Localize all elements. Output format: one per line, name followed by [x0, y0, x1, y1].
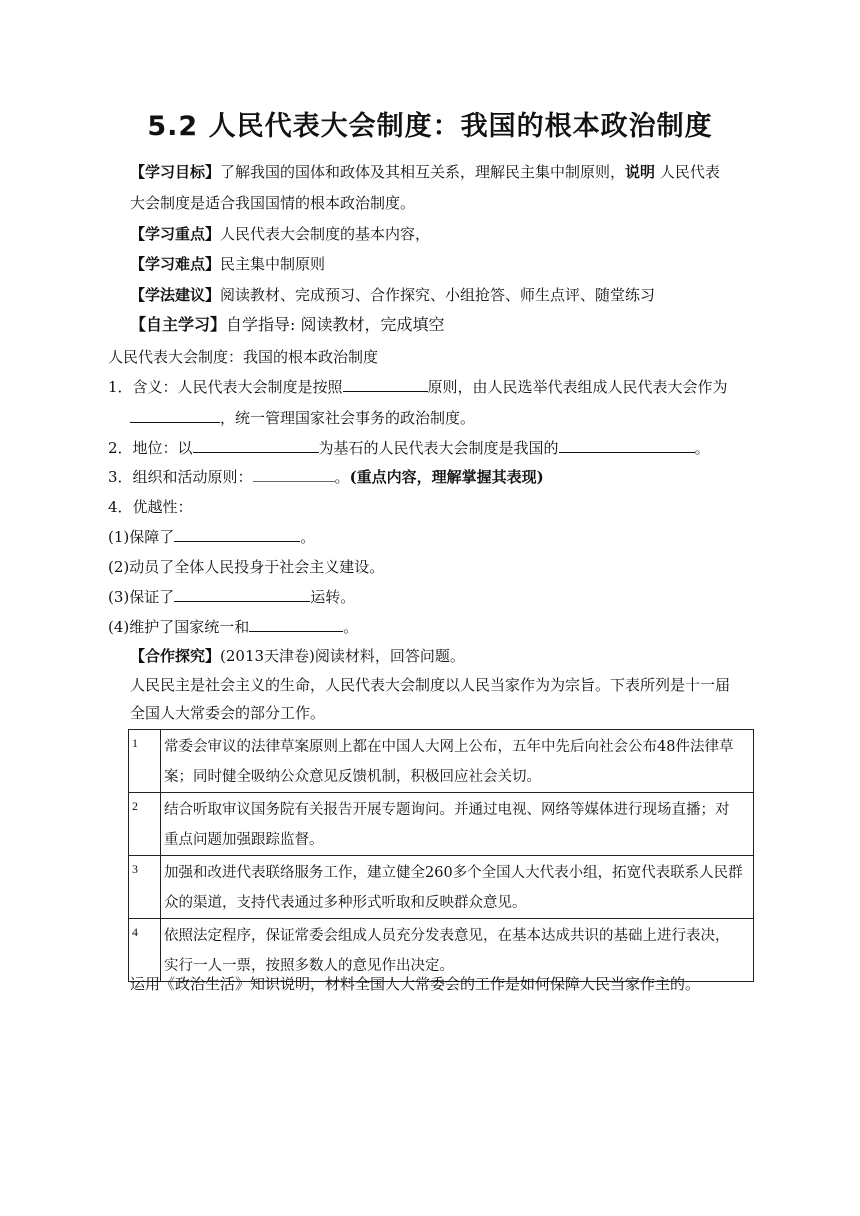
row-line: 众的渠道，支持代表通过多种形式听取和反映群众意见。: [164, 895, 527, 911]
method-text: 阅读教材、完成预习、合作探究、小组抢答、师生点评、随堂练习: [220, 286, 656, 304]
key-text: 人民代表大会制度的基本内容，: [220, 225, 431, 243]
row-number: 1: [129, 730, 161, 793]
row-number: 3: [129, 856, 161, 919]
hard-text: 民主集中制原则: [220, 255, 326, 273]
method-label: 【学法建议】: [130, 286, 221, 304]
row-line: 加强和改进代表联络服务工作，建立健全260多个全国人大代表小组，拓宽代表联系人民群: [164, 865, 743, 881]
item-1-text: 1．含义：人民代表大会制度是按照: [108, 378, 343, 396]
sub-item-1: [108, 527, 315, 547]
sub-item-4-text-2: 。: [343, 618, 359, 636]
item-3-text-2: 。: [334, 468, 350, 486]
item-2-text: 2．地位：以: [108, 439, 193, 457]
table-row: [129, 919, 754, 982]
learning-goal: [130, 162, 720, 182]
question-text: 运用《政治生活》知识说明，材料全国人大常委会的工作是如何保障人民当家作主的。: [130, 975, 701, 993]
sub-item-4: [108, 617, 358, 637]
item-2: [108, 438, 710, 458]
fill-blank: [559, 438, 695, 453]
fill-blank: [249, 617, 343, 632]
row-line: 常委会审议的法律草案原则上都在中国人大网上公布，五年中先后向社会公布48件法律草: [164, 739, 734, 755]
sub-item-4-text: (4)维护了国家统一和: [108, 618, 250, 636]
material-table: [128, 729, 754, 982]
row-content: [161, 730, 754, 793]
fill-blank: [174, 527, 300, 542]
goal-text-2: 人民代表: [655, 163, 720, 181]
row-line: 实行一人一票，按照多数人的意见作出决定。: [164, 958, 454, 974]
item-4: 4．优越性：: [108, 498, 193, 516]
self-study: [130, 315, 445, 335]
table-row: [129, 856, 754, 919]
learning-key: [130, 224, 430, 244]
key-label: 【学习重点】: [130, 225, 221, 243]
item-1-cont: [130, 408, 475, 428]
coop-text: (2013天津卷)阅读材料，回答问题。: [220, 647, 465, 665]
item-3-text: 3．组织和活动原则：: [108, 468, 253, 486]
section-subtitle: 人民代表大会制度：我国的根本政治制度: [108, 348, 379, 366]
item-1-text-2: 原则，由人民选举代表组成人民代表大会作为: [427, 378, 728, 396]
fill-blank: [343, 377, 428, 392]
sub-item-3: [108, 587, 355, 607]
row-line: 依照法定程序，保证常委会组成人员充分发表意见，在基本达成共识的基础上进行表决，: [164, 928, 730, 944]
coop-paragraph-2: 全国人大常委会的部分工作。: [130, 704, 326, 722]
fill-blank: [253, 467, 335, 482]
sub-item-2: (2)动员了全体人民投身于社会主义建设。: [108, 558, 385, 576]
sub-item-1-text: (1)保障了: [108, 528, 175, 546]
coop-label: 【合作探究】: [130, 647, 221, 665]
row-content: [161, 856, 754, 919]
row-line: 重点问题加强跟踪监督。: [164, 832, 324, 848]
self-text: 自学指导: 阅读教材，完成填空: [226, 315, 445, 334]
sub-item-3-text: (3)保证了: [108, 588, 175, 606]
row-content: [161, 793, 754, 856]
fill-blank: [193, 438, 319, 453]
row-number: 4: [129, 919, 161, 982]
row-content: [161, 919, 754, 982]
sub-item-1-text-2: 。: [300, 528, 316, 546]
item-1-text-3: ，统一管理国家社会事务的政治制度。: [220, 409, 476, 427]
item-2-text-3: 。: [694, 439, 710, 457]
item-2-text-2: 为基石的人民代表大会制度是我国的: [318, 439, 559, 457]
table-row: [129, 793, 754, 856]
sub-item-3-text-2: 运转。: [310, 588, 356, 606]
goal-bold: 说明: [625, 163, 656, 181]
page-title: 5.2 人民代表大会制度：我国的根本政治制度: [147, 111, 713, 142]
table-row: [129, 730, 754, 793]
item-3: [108, 467, 544, 487]
row-number: 2: [129, 793, 161, 856]
item-1: [108, 377, 728, 397]
learning-goal-cont: 大会制度是适合我国国情的根本政治制度。: [130, 194, 416, 212]
item-3-note: (重点内容，理解掌握其表现): [349, 468, 544, 486]
fill-blank: [130, 408, 220, 423]
coop-paragraph: 人民民主是社会主义的生命，人民代表大会制度以人民当家作为为宗旨。下表所列是十一届: [130, 676, 731, 694]
learning-method: [130, 285, 655, 305]
fill-blank: [174, 587, 310, 602]
goal-label: 【学习目标】: [130, 163, 221, 181]
coop-study: [130, 646, 465, 666]
self-label: 【自主学习】: [130, 315, 227, 334]
row-line: 结合听取审议国务院有关报告开展专题询问。并通过电视、网络等媒体进行现场直播；对: [164, 802, 730, 818]
goal-text: 了解我国的国体和政体及其相互关系，理解民主集中制原则，: [220, 163, 626, 181]
learning-hard: [130, 254, 325, 274]
hard-label: 【学习难点】: [130, 255, 221, 273]
row-line: 案；同时健全吸纳公众意见反馈机制，积极回应社会关切。: [164, 769, 541, 785]
